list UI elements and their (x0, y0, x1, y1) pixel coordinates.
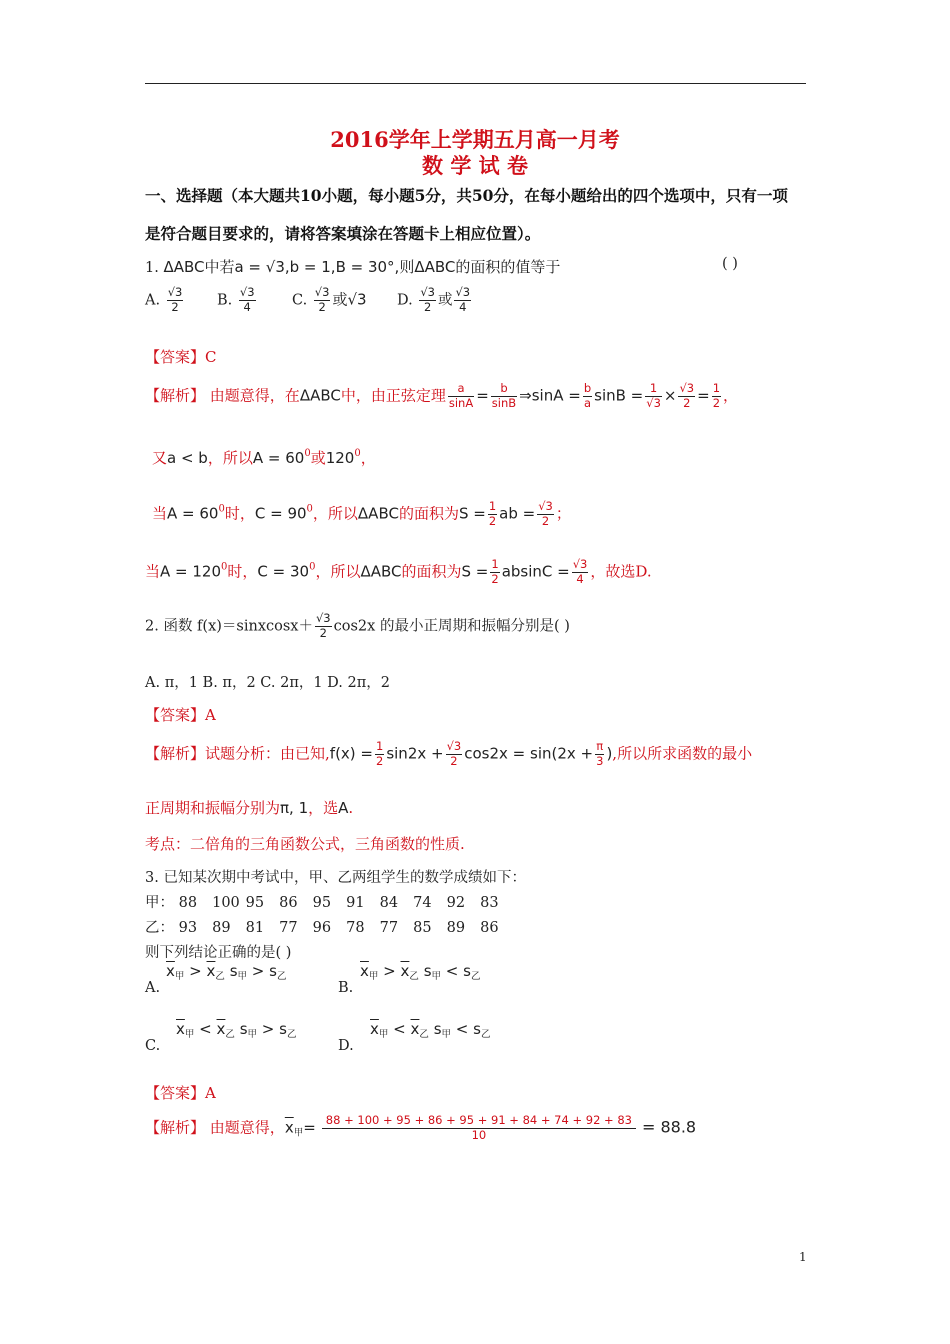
text: 由题意得，在 (209, 386, 300, 405)
x-bar: $\overline{x}$ (370, 1020, 379, 1038)
section-heading-line1: 一、选择题（本大题共10小题，每小题5分，共50分，在每小题给出的四个选项中，只有一项 (145, 186, 788, 205)
denominator: 2 (450, 753, 458, 768)
x-bar: $\overline{x}$ (284, 1118, 294, 1137)
text: ，所以 (207, 449, 253, 467)
q1-stem (145, 256, 560, 277)
numerator: √3 (167, 285, 183, 299)
numerator: 1 (645, 382, 662, 397)
q3-option-c-label: C. (145, 1038, 161, 1054)
math: A (338, 799, 349, 817)
numerator: 88 + 100 + 95 + 86 + 95 + 91 + 84 + 74 + 92 + 83 (322, 1114, 636, 1129)
analysis-label: 【解析】 (145, 386, 206, 405)
subscript: 甲 (378, 1029, 389, 1040)
fraction (322, 1114, 636, 1143)
score-cell: 89 (446, 920, 466, 936)
numerator: 1 (712, 381, 721, 395)
denominator: √3 (646, 395, 661, 410)
math: absinC = (501, 562, 570, 581)
q3-option-c-math: $\overline{x}_甲 < \overline{x}_乙$ $s_甲 > s_乙$ (176, 1020, 297, 1040)
numerator: √3 (314, 285, 330, 299)
fraction (446, 740, 463, 769)
score-cell: 89 (212, 920, 231, 936)
denominator: 2 (376, 753, 384, 768)
text: ，选 (308, 799, 339, 817)
math: S = (458, 504, 486, 523)
text: 的面积为 (398, 504, 459, 523)
fraction (583, 382, 592, 411)
text: ，所以 (312, 504, 358, 523)
q1-option-a (145, 286, 185, 315)
q3-answer: 【答案】A (145, 1084, 216, 1102)
math: ab = (499, 504, 536, 523)
text: 2. 函数 f(x)＝sinxcosx＋ (145, 618, 313, 635)
q1-analysis-line4 (145, 558, 652, 587)
x-bar: $\overline{x}$ (166, 962, 175, 980)
fraction (712, 382, 721, 411)
fraction (167, 286, 184, 315)
denominator: 4 (576, 571, 584, 586)
q2-kaodian: 考点：二倍角的三角函数公式，三角函数的性质. (145, 835, 465, 853)
math: a < b (167, 449, 208, 467)
subscript: 乙 (419, 1029, 429, 1040)
q2-options: A. π，1 B. π，2 C. 2π，1 D. 2π，2 (145, 675, 390, 691)
numerator: 1 (376, 739, 384, 753)
math: ΔABC (360, 562, 402, 581)
score-cell: 81 (245, 920, 265, 936)
score-cell: 77 (379, 920, 399, 936)
denominator: 2 (171, 299, 179, 314)
numerator: 1 (488, 499, 497, 513)
superscript: 0 (304, 448, 311, 459)
q3-ask: 则下列结论正确的是( ) (145, 945, 292, 961)
denominator: 2 (318, 299, 326, 314)
fraction (490, 558, 499, 587)
text: 中，由正弦定理 (340, 386, 446, 405)
subscript: 甲 (368, 971, 379, 982)
text: ， (723, 386, 739, 405)
text: ，故选D. (590, 562, 652, 581)
numerator: √3 (239, 285, 255, 299)
fraction (454, 286, 471, 315)
fraction (239, 286, 256, 315)
x-bar: $\overline{x}$ (410, 1020, 420, 1038)
score-cell: 88 (178, 895, 198, 911)
x-bar: $\overline{x}$ (216, 1020, 226, 1038)
subscript: 乙 (276, 971, 287, 982)
superscript: 0 (354, 448, 361, 459)
math: S = (461, 562, 489, 581)
text: 时， (224, 504, 255, 523)
numerator: √3 (679, 381, 695, 395)
q3-option-b-label: B. (338, 980, 354, 996)
numerator: b (583, 381, 592, 395)
q1-number: 1. (145, 260, 159, 276)
score-cell: 96 (312, 920, 332, 936)
score-cell: 95 (245, 895, 265, 911)
q1-stem-math: ΔABC中若a = √3,b = 1,B = 30°,则ΔABC的面积的值等于 (163, 258, 561, 276)
q1-bracket: ( ) (722, 256, 738, 272)
text: ，所以 (315, 562, 361, 581)
math: sinB = (594, 386, 644, 405)
superscript: 0 (218, 503, 225, 515)
score-cell: 84 (379, 895, 399, 911)
fraction (678, 382, 695, 411)
denominator: 4 (459, 299, 467, 314)
subscript: 乙 (480, 1029, 491, 1040)
denominator: a (583, 395, 591, 410)
q3-option-a-math: $\overline{x}_甲 > \overline{x}_乙$ $s_甲 > s_乙$ (166, 962, 287, 982)
math: = 88.8 (641, 1117, 697, 1137)
score-cell: 95 (312, 895, 332, 911)
score-cell: 86 (279, 895, 298, 911)
denominator: 2 (683, 395, 691, 410)
fraction (572, 558, 589, 587)
fraction (448, 382, 474, 411)
analysis-label: 【解析】 (145, 744, 206, 763)
score-cell: 100 (212, 895, 240, 911)
option-label: D. (397, 292, 413, 309)
denominator: 2 (541, 513, 550, 528)
text: 由题意得， (209, 1118, 285, 1137)
q2-stem (145, 612, 570, 641)
fraction (314, 286, 331, 315)
text: 又 (152, 449, 168, 467)
fraction (595, 740, 604, 769)
q3-option-b-math: $\overline{x}_甲 > \overline{x}_乙$ $s_甲 < s_乙$ (360, 962, 481, 982)
math: sin2x + (386, 744, 444, 763)
subscript: 乙 (470, 971, 481, 982)
header-rule (145, 83, 806, 84)
subscript: 甲 (293, 1127, 304, 1139)
score-cell: 85 (413, 920, 432, 936)
text: 试题分析：由已知, (205, 744, 330, 763)
text: ,所以所求函数的最小 (612, 744, 753, 763)
analysis-label: 【解析】 (145, 1118, 206, 1137)
q1-option-b (217, 286, 258, 315)
math: C = 90 (254, 504, 307, 523)
option-label: C. (292, 292, 308, 309)
math: = (697, 386, 710, 405)
math: ) (606, 744, 613, 763)
subscript: 甲 (237, 971, 248, 982)
numerator: √3 (538, 499, 553, 513)
score-cell: 74 (413, 895, 432, 911)
q1-option-c (292, 286, 367, 315)
math: f(x) = (329, 744, 373, 763)
text: 时， (227, 562, 258, 581)
subscript: 甲 (441, 1029, 452, 1040)
numerator: π (596, 739, 604, 753)
q3-stem: 3. 已知某次期中考试中，甲、乙两组学生的数学成绩如下： (145, 870, 526, 886)
score-cell: 91 (346, 895, 365, 911)
numerator: √3 (420, 285, 435, 299)
q3-row-yi (145, 916, 514, 937)
q1-answer: 【答案】C (145, 348, 217, 366)
math: A = 60 (252, 449, 305, 467)
q3-option-d-math: $\overline{x}_甲 < \overline{x}_乙$ $s_甲 < s_乙$ (370, 1020, 491, 1040)
subscript: 乙 (409, 971, 419, 982)
q1-analysis-line2 (152, 447, 376, 468)
q1-analysis-line1 (145, 382, 738, 411)
text: cos2x 的最小正周期和振幅分别是( ) (333, 618, 570, 635)
math: ΔABC (299, 386, 341, 405)
q2-answer: 【答案】A (145, 706, 216, 724)
q1-option-d (397, 286, 473, 315)
option-tail: 或√3 (332, 290, 367, 309)
math: ⇒sinA = (519, 386, 581, 405)
q2-analysis-line1 (145, 740, 752, 769)
numerator: 1 (491, 557, 499, 571)
text: 或 (310, 449, 326, 467)
option-label: B. (217, 292, 233, 309)
text: ； (555, 504, 571, 523)
math: A = 60 (167, 504, 219, 523)
page-number: 1 (799, 1250, 807, 1264)
math: π, 1 (280, 799, 309, 817)
math: ΔABC (357, 504, 399, 523)
fraction (315, 612, 332, 641)
text: 当 (145, 562, 161, 581)
denominator: 2 (712, 395, 721, 410)
text: 正周期和振幅分别为 (145, 799, 281, 817)
superscript: 0 (221, 561, 228, 573)
subscript: 甲 (431, 971, 442, 982)
numerator: √3 (315, 611, 331, 625)
denominator: 3 (596, 753, 604, 768)
text: 当 (152, 504, 168, 523)
denominator: 2 (488, 513, 497, 528)
score-cell: 93 (178, 920, 198, 936)
fraction (645, 382, 662, 411)
denominator: 2 (319, 625, 327, 640)
score-cells (179, 920, 514, 936)
superscript: 0 (309, 561, 316, 573)
denominator: sinB (491, 395, 517, 410)
text: . (348, 799, 354, 817)
option-label: A. (145, 292, 161, 309)
row-label: 甲： (145, 895, 174, 911)
score-cell: 83 (480, 895, 499, 911)
subscript: 甲 (174, 971, 185, 982)
q3-analysis-line1 (145, 1114, 696, 1143)
math: C = 30 (257, 562, 310, 581)
math: A = 120 (160, 562, 222, 581)
denominator: 10 (471, 1127, 487, 1142)
x-bar: $\overline{x}$ (206, 962, 216, 980)
math: × (663, 386, 677, 405)
denominator: 2 (423, 299, 432, 314)
fraction (537, 500, 554, 529)
q3-option-d-label: D. (338, 1038, 354, 1054)
superscript: 0 (306, 503, 313, 515)
fraction (375, 740, 384, 769)
math: = (476, 386, 489, 405)
section-heading-line2: 是符合题目要求的，请将答案填涂在答题卡上相应位置）。 (145, 224, 541, 243)
math: 120 (325, 449, 355, 467)
score-cell: 86 (480, 920, 499, 936)
score-cell: 92 (446, 895, 466, 911)
x-bar: $\overline{x}$ (400, 962, 410, 980)
q3-row-jia (145, 891, 514, 912)
numerator: √3 (446, 739, 462, 753)
q1-analysis-line3 (152, 500, 571, 529)
fraction (491, 382, 517, 411)
denominator: 2 (491, 571, 499, 586)
numerator: a (448, 382, 474, 397)
text: 的面积为 (401, 562, 462, 581)
exam-subtitle: 数 学 试 卷 (422, 153, 528, 178)
denominator: 4 (243, 299, 251, 314)
subscript: 乙 (215, 971, 225, 982)
score-cells (179, 895, 514, 911)
text: ， (360, 449, 376, 467)
option-mid: 或 (437, 292, 453, 309)
fraction (488, 500, 497, 529)
x-bar: $\overline{x}$ (176, 1020, 185, 1038)
numerator: √3 (572, 557, 588, 571)
math: cos2x = sin(2x + (464, 744, 594, 763)
subscript: 甲 (247, 1029, 258, 1040)
numerator: √3 (455, 285, 471, 299)
q3-option-a-label: A. (145, 980, 161, 996)
x-bar: $\overline{x}$ (360, 962, 369, 980)
exam-title: 2016学年上学期五月高一月考 (330, 127, 620, 152)
subscript: 乙 (286, 1029, 297, 1040)
denominator: sinA (448, 395, 474, 410)
subscript: 乙 (225, 1029, 235, 1040)
q2-analysis-line2 (145, 797, 353, 818)
row-label: 乙： (145, 920, 174, 936)
fraction (419, 286, 436, 315)
numerator: b (491, 382, 517, 397)
score-cell: 77 (279, 920, 298, 936)
score-cell: 78 (346, 920, 365, 936)
math: = (303, 1118, 316, 1137)
subscript: 甲 (184, 1029, 195, 1040)
